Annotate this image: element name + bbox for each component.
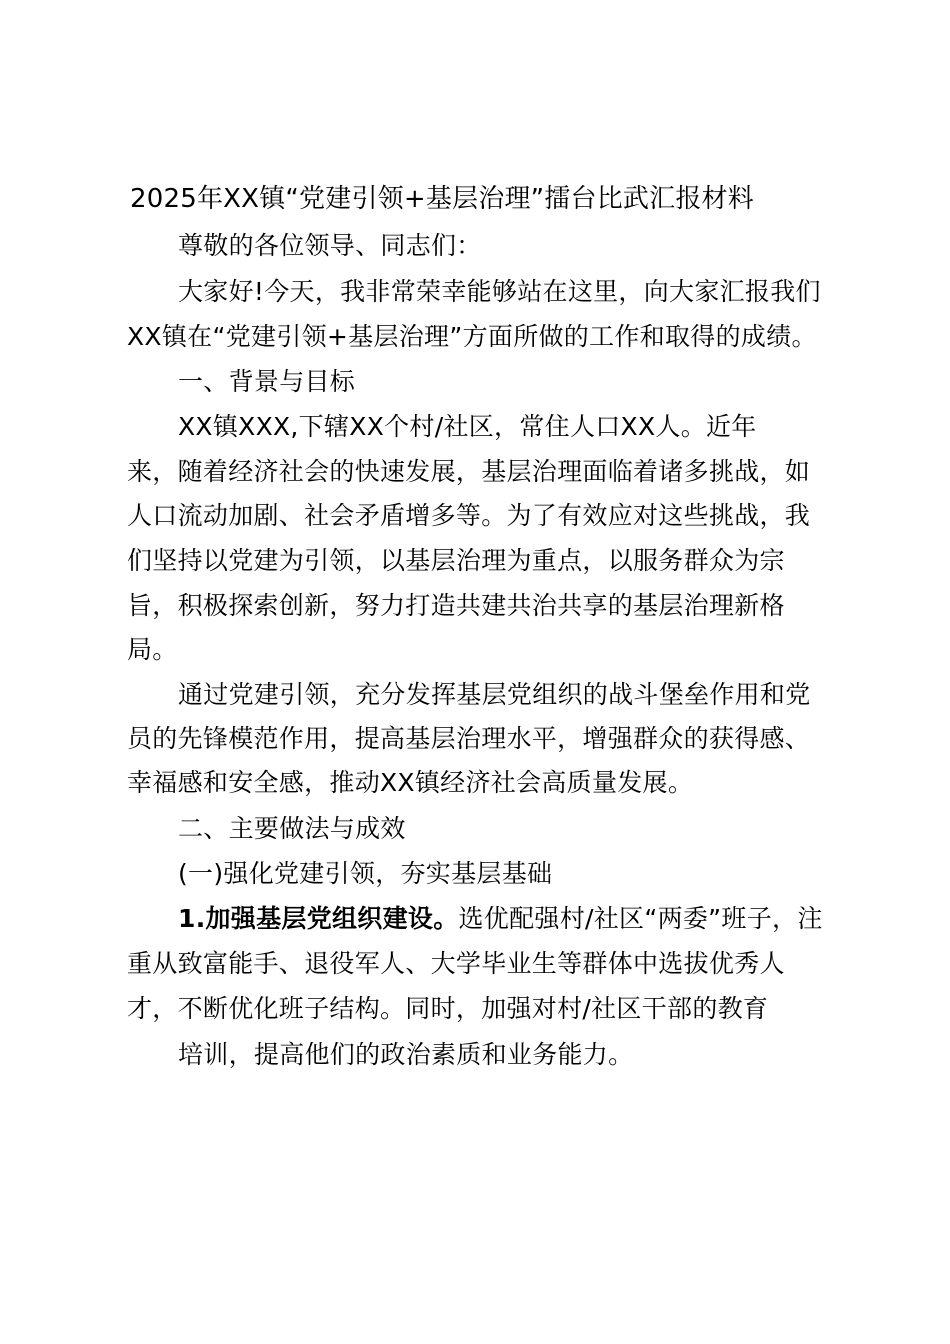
item1-line-2: 重从致富能手、退役军人、大学毕业生等群体中选拔优秀人 (127, 949, 785, 978)
section1-para1-line-1: XX镇XXX,下辖XX个村/社区，常住人口XX人。近年 (178, 412, 757, 441)
item1-bold-heading: 1.加强基层党组织建设。 (178, 904, 459, 933)
section1-para1-line-2: 来，随着经济社会的快速发展，基层治理面临着诸多挑战，如 (127, 457, 811, 486)
item1-text-start: 选优配强村/社区“两委”班子，注 (458, 904, 823, 933)
intro-line-1: 大家好!今天，我非常荣幸能够站在这里，向大家汇报我们 (178, 277, 821, 306)
item1-line-1 (178, 903, 823, 935)
section1-para2-line-1: 通过党建引领，充分发挥基层党组织的战斗堡垒作用和党 (178, 680, 811, 709)
section1-para1-line-5: 旨，积极探索创新，努力打造共建共治共享的基层治理新格 (127, 591, 785, 620)
intro-line-2: XX镇在“党建引领+基层治理”方面所做的工作和取得的成绩。 (127, 322, 817, 351)
section1-heading: 一、背景与目标 (178, 367, 356, 396)
section1-para2-line-3: 幸福感和安全感，推动XX镇经济社会高质量发展。 (127, 768, 694, 797)
document-title: 2025年XX镇“党建引领+基层治理”擂台比武汇报材料 (130, 184, 754, 214)
subsection1-heading: (一)强化党建引领，夯实基层基础 (178, 859, 553, 888)
section2-heading: 二、主要做法与成效 (178, 814, 406, 843)
greeting: 尊敬的各位领导、同志们： (178, 231, 482, 260)
section1-para2-line-2: 员的先锋模范作用，提高基层治理水平，增强群众的获得感、 (127, 724, 811, 753)
section1-para1-line-4: 们坚持以党建为引领，以基层治理为重点，以服务群众为宗 (127, 546, 785, 575)
section1-para1-line-3: 人口流动加剧、社会矛盾增多等。为了有效应对这些挑战，我 (127, 501, 811, 530)
item1-line-3: 才，不断优化班子结构。同时，加强对村/社区干部的教育 (127, 994, 769, 1023)
section1-para1-line-6: 局。 (127, 635, 178, 664)
item1-line-4: 培训，提高他们的政治素质和业务能力。 (178, 1040, 634, 1069)
